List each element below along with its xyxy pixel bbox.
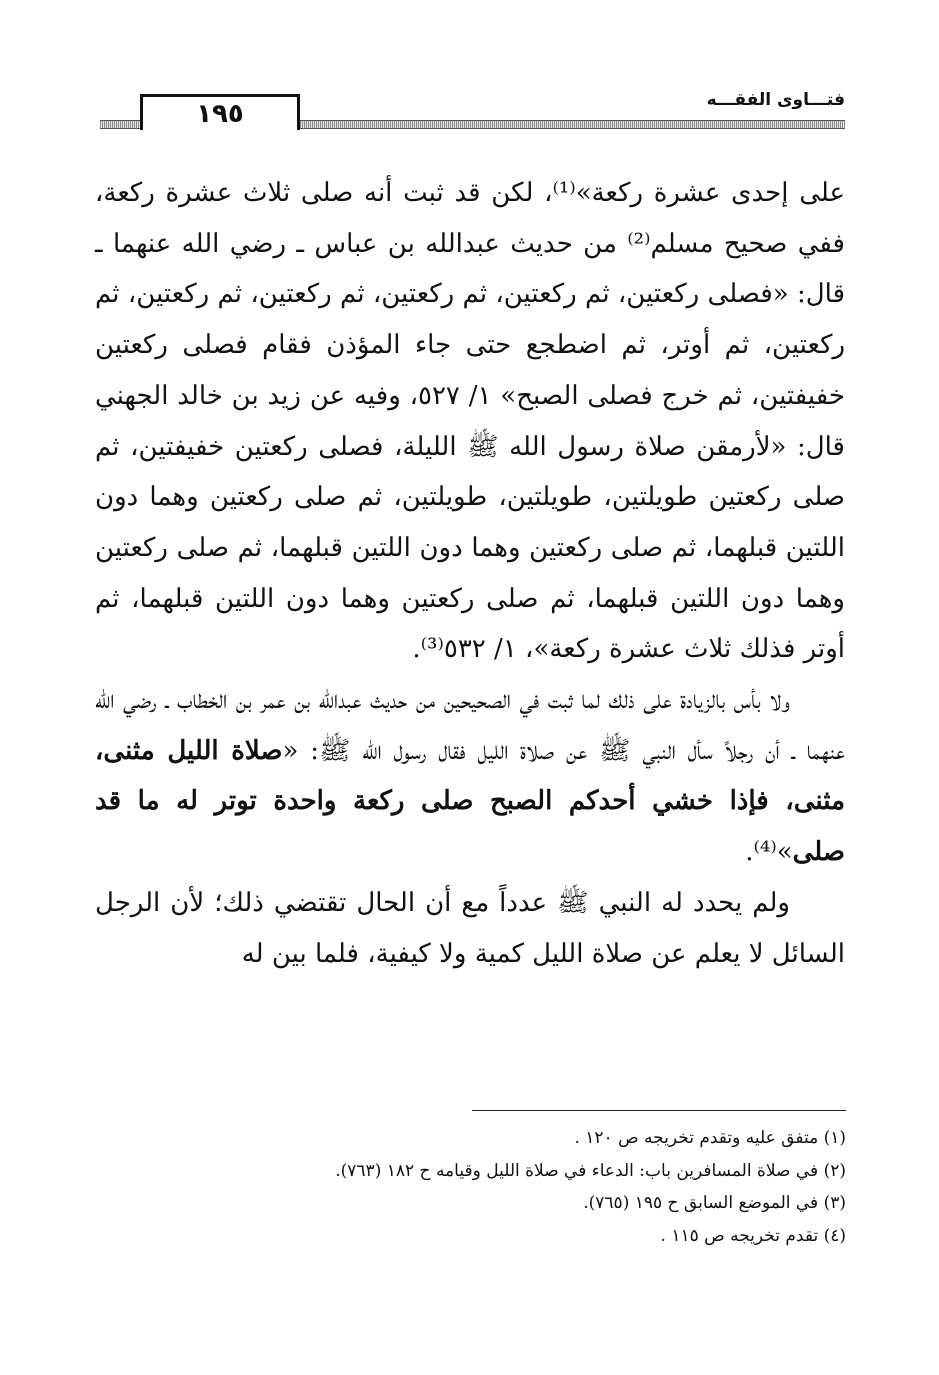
paragraph-2-intro: ولا بأس بالزيادة على ذلك لما ثبت في الصحيحين من حديث عبدالله بن عمر بن الخطاب ـ رضي الله عنهما ـ أن رجلاً سأل النبي ﷺ عن صلاة الليل فقال رسول الله ﷺ: « — [95, 685, 845, 766]
footnote-1: (١) متفق عليه وتقدم تخريجه ص ١٢٠ . — [574, 1128, 846, 1148]
footnote-2: (٢) في صلاة المسافرين باب: الدعاء في صلاة الليل وقيامه ح ١٨٢ (٧٦٣). — [335, 1160, 846, 1181]
footnote-3: (٣) في الموضع السابق ح ١٩٥ (٧٦٥). — [583, 1193, 846, 1213]
book-title: فتـــاوى الفقـــه — [706, 90, 845, 110]
page-number: ١٩٥ — [140, 94, 300, 130]
hadith-quote: صلاة الليل مثنى، مثنى، فإذا خشي أحدكم الصبح صلى ركعة واحدة توتر له ما قد صلى — [95, 735, 845, 868]
footnotes — [220, 1122, 846, 1252]
footnote-separator — [472, 1110, 846, 1111]
main-text — [95, 168, 845, 979]
page-header — [100, 88, 845, 134]
footnote-4: (٤) تقدم تخريجه ص ١١٥ . — [660, 1225, 846, 1246]
paragraph-1: على إحدى عشرة ركعة»⁽¹⁾، لكن قد ثبت أنه صلى ثلاث عشرة ركعة، ففي صحيح مسلم⁽²⁾ من حديث عبدالله بن عباس ـ رضي الله عنهما ـ قال: «فصلى ركعتين، ثم ركعتين، ثم ركعتين، ثم ركعتين، ثم ركعتين، ثم ركعتين، ثم أوتر، ثم اضطجع حتى جاء المؤذن فقام فصلى ركعتين خفيفتين، ثم خرج فصلى الصبح» ١/ ٥٢٧، وفيه عن زيد بن خالد الجهني قال: «لأرمقن صلاة رسول الله ﷺ الليلة، فصلى ركعتين خفيفتين، ثم صلى ركعتين طويلتين، طويلتين، طويلتين، ثم صلى ركعتين وهما دون اللتين قبلهما، ثم صلى ركعتين وهما دون اللتين قبلهما، ثم صلى ركعتين وهما دون اللتين قبلهما، ثم صلى ركعتين وهما دون اللتين قبلهما، ثم أوتر فذلك ثلاث عشرة ركعة»، ١/ ٥٣٢⁽³⁾. — [95, 178, 846, 665]
paragraph-2-end: »⁽⁴⁾. — [745, 837, 793, 868]
paragraph-3: ولم يحدد له النبي ﷺ عدداً مع أن الحال تقتضي ذلك؛ لأن الرجل السائل لا يعلم عن صلاة الليل كمية ولا كيفية، فلما بين له — [95, 887, 845, 969]
paragraph-2 — [95, 675, 845, 878]
